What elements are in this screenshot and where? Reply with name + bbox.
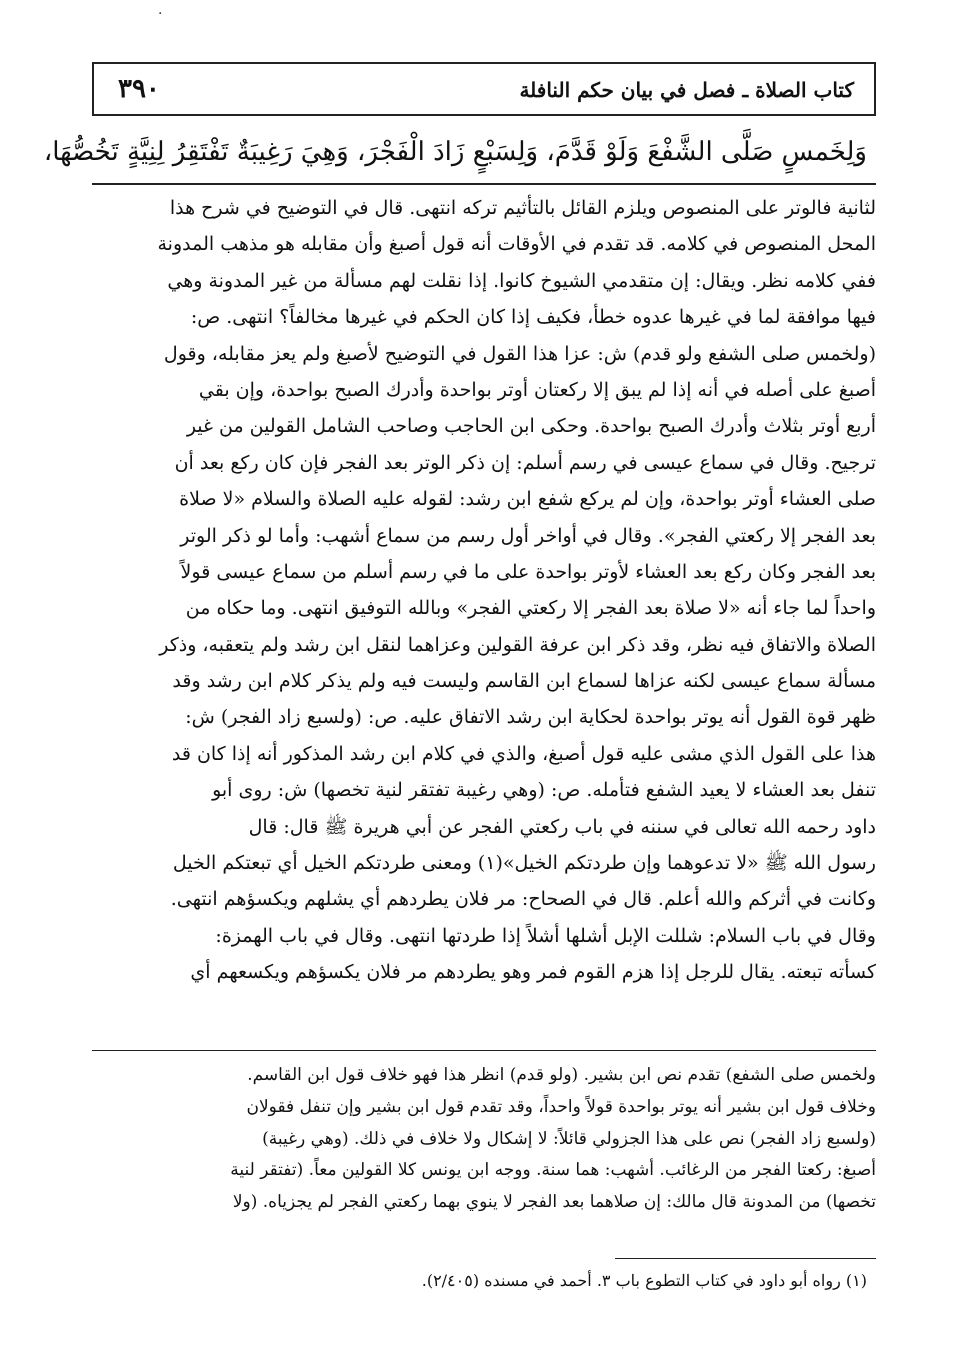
divider-middle bbox=[92, 1050, 876, 1051]
page-header bbox=[92, 62, 876, 116]
commentary-line: بعد الفجر إلا ركعتي الفجر». وقال في أواخر أول رسم من سماع أشهب: وأما لو ذكر الوتر bbox=[180, 524, 876, 547]
commentary-line: ففي كلامه نظر. ويقال: إن متقدمي الشيوخ كانوا. إذا نقلت لهم مسألة من غير المدونة وهي bbox=[167, 269, 876, 292]
sharh-line: ولخمس صلى الشفع) تقدم نص ابن بشير. (ولو قدم) انظر هذا فهو خلاف قول ابن القاسم. bbox=[247, 1065, 876, 1085]
commentary-line: رسول الله ﷺ «لا تدعوهما وإن طردتكم الخيل»(١) ومعنى طردتكم الخيل أي تبعتكم الخيل bbox=[172, 852, 876, 875]
commentary-line: لثانية فالوتر على المنصوص ويلزم القائل بالتأثيم تركه انتهى. قال في التوضيح في شرح هذا bbox=[169, 197, 876, 219]
footnote-divider bbox=[615, 1258, 876, 1259]
commentary-line: ظهر قوة القول أنه يوتر بواحدة لحكاية ابن رشد الاتفاق عليه. ص: (ولسبع زاد الفجر) ش: bbox=[185, 706, 876, 729]
commentary-line: تنفل بعد العشاء لا يعيد الشفع فتأمله. ص: (وهي رغيبة تفتقر لنية تخصها) ش: روى أبو bbox=[212, 779, 876, 802]
commentary-line: واحداً لما جاء أنه «لا صلاة بعد الفجر إلا ركعتي الفجر» وبالله التوفيق انتهى. وما حكاه من bbox=[185, 597, 876, 620]
sharh-line: تخصها) من المدونة قال مالك: إن صلاهما بعد الفجر لا ينوي بهما ركعتي الفجر لم يجزياه. (ولا bbox=[232, 1192, 876, 1213]
commentary-line: أربع أوتر بثلاث وأدرك الصبح بواحدة. وحكى ابن الحاجب وصاحب الشامل القولين من غير bbox=[186, 415, 876, 438]
commentary-line: كسأته تبعته. يقال للرجل إذا هزم القوم فمر وهو يطردهم مر فلان يكسؤهم ويكسعهم أي bbox=[190, 961, 876, 984]
commentary-line: أصبغ على أصله في أنه إذا لم يبق إلا ركعتان أوتر بواحدة وأدرك الصبح بواحدة، وإن بقي bbox=[198, 378, 876, 401]
commentary-line: المحل المنصوص في كلامه. قد تقدم في الأوقات أنه قول أصبغ وأن مقابله هو مذهب المدونة bbox=[157, 233, 876, 256]
commentary-line: وقال في باب السلام: شللت الإبل أشلها أشلاً إذا طردتها انتهى. وقال في باب الهمزة: bbox=[215, 924, 876, 947]
commentary-line: هذا على القول الذي مشى عليه قول أصبغ، والذي في كلام ابن رشد المذكور أنه إذا كان قد bbox=[171, 742, 876, 765]
sharh-line: وخلاف قول ابن بشير أنه يوتر بواحدة قولاً واحداً، وقد تقدم قول ابن بشير وإن تنفل فقولان bbox=[246, 1096, 876, 1117]
sharh-line: (ولسبع زاد الفجر) نص على هذا الجزولي قائلاً: لا إشكال ولا خلاف في ذلك. (وهي رغيبة) bbox=[262, 1128, 876, 1149]
footnote: (١) رواه أبو داود في كتاب التطوع باب ٣. أحمد في مسنده (٢/٤٠٥). bbox=[421, 1271, 867, 1290]
commentary-line: الصلاة والاتفاق فيه نظر، وقد ذكر ابن عرفة القولين وعزاهما لنقل ابن رشد ولم يتعقبه، وذكر bbox=[159, 633, 876, 656]
commentary-line: داود رحمه الله تعالى في سننه في باب ركعتي الفجر عن أبي هريرة ﷺ قال: قال bbox=[248, 815, 876, 838]
commentary-line: فيها موافقة لما في غيرها عدوه خطأ، فكيف إذا كان الحكم في غيرها مخالفاً؟ انتهى. ص: bbox=[190, 306, 876, 329]
scan-mark: · bbox=[158, 6, 163, 22]
commentary-line: مسألة سماع عيسى لكنه عزاها لسماع ابن القاسم وليست فيه ولم يذكر كلام ابن رشد وقد bbox=[172, 670, 876, 693]
page-number: ٣٩٠ bbox=[118, 74, 160, 104]
running-title: كتاب الصلاة ـ فصل في بيان حكم النافلة bbox=[519, 78, 854, 102]
divider-top bbox=[92, 183, 876, 185]
commentary-line: وكانت في أثركم والله أعلم. قال في الصحاح: مر فلان يطردهم أي يشلهم ويكسؤهم انتهى. bbox=[170, 888, 876, 911]
commentary-line: (ولخمس صلى الشفع ولو قدم) ش: عزا هذا القول في التوضيح لأصبغ ولم يعز مقابله، وقول bbox=[163, 342, 876, 365]
commentary-block bbox=[92, 190, 876, 991]
matn-text: وَلِخَمسٍ صَلَّى الشَّفْعَ وَلَوْ قَدَّمَ، وَلِسَبْعٍ زَادَ الْفَجْرَ، وَهِيَ رَغِيبَةٌ تَفْتَقِرُ لِنِيَّةٍ تَخُصُّهَا، bbox=[43, 137, 867, 167]
commentary-line: صلى العشاء أوتر بواحدة، وإن لم يركع شفع ابن رشد: لقوله عليه الصلاة والسلام «لا صلاة bbox=[179, 488, 876, 511]
commentary-line: ترجيح. وقال في سماع عيسى في رسم أسلم: إن ذكر الوتر بعد الفجر فإن كان ركع بعد أن bbox=[174, 451, 876, 474]
sharh-line: أصبغ: ركعتا الفجر من الرغائب. أشهب: هما سنة. ووجه ابن يونس كلا القولين معاً. (تفتقر لنية bbox=[230, 1160, 876, 1181]
commentary-line: بعد الفجر وكان ركع بعد العشاء لأوتر بواحدة على ما في رسم أسلم من سماع عيسى قولاً bbox=[180, 560, 876, 583]
sharh-block bbox=[92, 1060, 876, 1219]
